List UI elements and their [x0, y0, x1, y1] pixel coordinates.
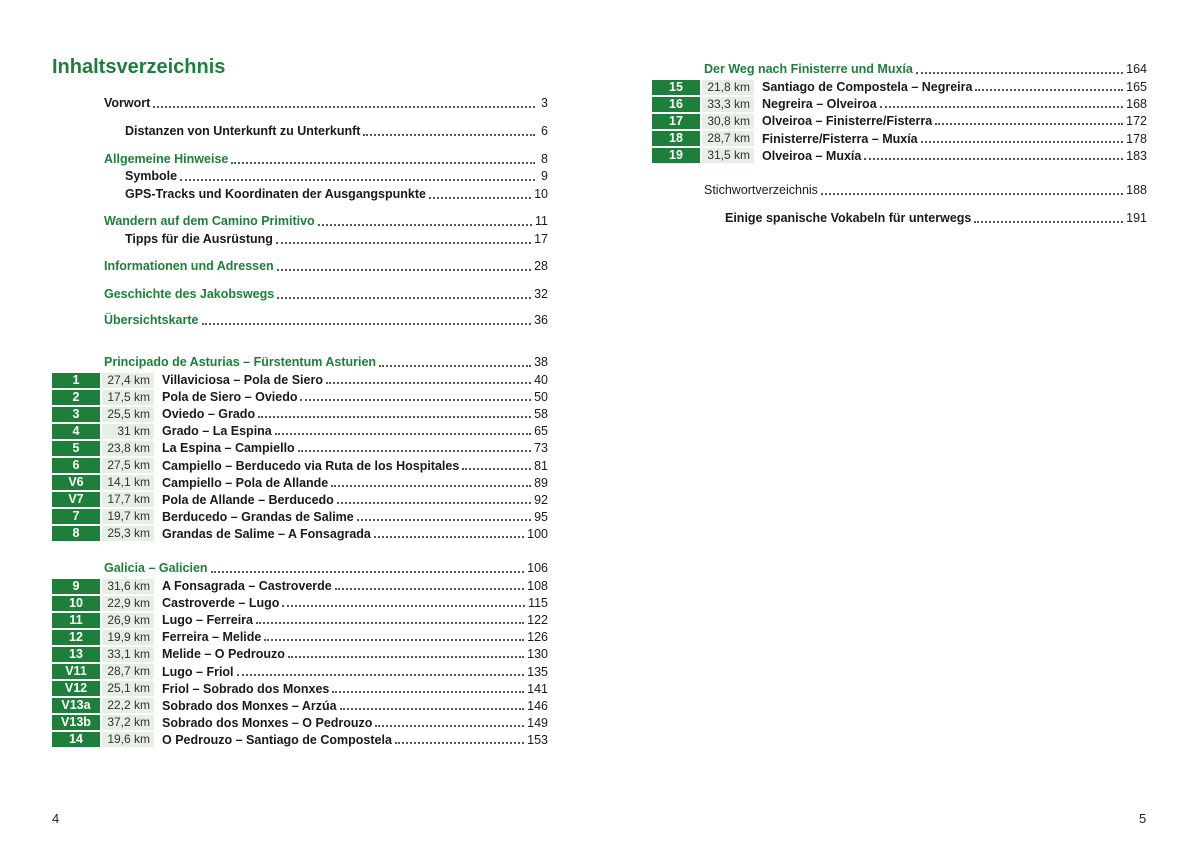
- stage-distance: 14,1 km: [102, 475, 154, 490]
- stage-entry: [52, 509, 548, 525]
- stage-entry: [652, 96, 1147, 112]
- dot-leader: [340, 708, 525, 710]
- toc-entry-page: 9: [541, 169, 548, 183]
- toc-entry: [725, 210, 1147, 227]
- stage-entry: [52, 664, 548, 680]
- stage-route: La Espina – Campiello: [162, 441, 295, 456]
- stage-entry: [52, 732, 548, 748]
- dot-leader: [256, 622, 524, 624]
- toc-entry: [104, 560, 548, 577]
- stage-entry: [52, 458, 548, 474]
- stage-route: Olveiroa – Muxía: [762, 148, 862, 163]
- stage-entry: [52, 612, 548, 628]
- stage-page: 95: [534, 509, 548, 524]
- dot-leader: [880, 106, 1123, 108]
- dot-leader: [357, 519, 531, 521]
- stage-page: 168: [1126, 97, 1147, 112]
- dot-leader: [363, 134, 535, 136]
- stage-distance: 21,8 km: [702, 80, 754, 95]
- dot-leader: [337, 502, 531, 504]
- dot-leader: [375, 725, 524, 727]
- stage-route: Sobrado dos Monxes – O Pedrouzo: [162, 715, 373, 730]
- stage-number-badge: 12: [52, 630, 100, 645]
- stage-entry: [652, 79, 1147, 95]
- stage-entry: [52, 698, 548, 714]
- stage-number-badge: 10: [52, 596, 100, 611]
- dot-leader: [331, 485, 531, 487]
- toc-entry-page: 164: [1126, 62, 1147, 76]
- toc-entry-label: Galicia – Galicien: [104, 561, 208, 575]
- stage-distance: 23,8 km: [102, 441, 154, 456]
- stage-page: 183: [1126, 148, 1147, 163]
- dot-leader: [231, 162, 535, 164]
- stage-entry: [652, 131, 1147, 147]
- stage-route: Grado – La Espina: [162, 424, 272, 439]
- dot-leader: [921, 141, 1124, 143]
- stage-number-badge: V13b: [52, 715, 100, 730]
- toc-entry: [125, 168, 548, 185]
- toc-entry-label: Vorwort: [104, 96, 151, 110]
- toc-entry-page: 38: [534, 355, 548, 369]
- stage-distance: 31,5 km: [702, 148, 754, 163]
- dot-leader: [298, 450, 531, 452]
- dot-leader: [821, 193, 1123, 195]
- stage-number-badge: 19: [652, 148, 700, 163]
- toc-entry-label: Wandern auf dem Camino Primitivo: [104, 214, 315, 228]
- stage-distance: 31,6 km: [102, 579, 154, 594]
- dot-leader: [277, 269, 531, 271]
- page-title: Inhaltsverzeichnis: [52, 56, 226, 78]
- stage-page: 135: [527, 664, 548, 679]
- dot-leader: [288, 656, 524, 658]
- stage-number-badge: 9: [52, 579, 100, 594]
- stage-distance: 19,7 km: [102, 509, 154, 524]
- stage-number-badge: V12: [52, 681, 100, 696]
- dot-leader: [462, 468, 531, 470]
- stage-route: Santiago de Compostela – Negreira: [762, 80, 973, 94]
- stage-entry: [52, 372, 548, 388]
- dot-leader: [264, 639, 524, 641]
- toc-entry-page: 191: [1126, 211, 1147, 225]
- stage-entry: [52, 715, 548, 731]
- stage-number-badge: 2: [52, 390, 100, 405]
- toc-entry: [104, 95, 548, 112]
- stage-page: 126: [527, 630, 548, 645]
- stage-distance: 28,7 km: [702, 131, 754, 146]
- stage-entry: [52, 406, 548, 422]
- stage-page: 153: [527, 732, 548, 747]
- stage-distance: 28,7 km: [102, 664, 154, 679]
- stage-page: 115: [528, 596, 548, 611]
- stage-route: Lugo – Friol: [162, 664, 234, 679]
- stage-entry: [652, 113, 1147, 129]
- toc-entry-page: 106: [527, 561, 548, 575]
- stage-number-badge: 16: [652, 97, 700, 112]
- toc-entry: [704, 61, 1147, 78]
- stage-number-badge: 7: [52, 509, 100, 524]
- stage-route: Pola de Allande – Berducedo: [162, 492, 334, 507]
- stage-entry: [52, 389, 548, 405]
- stage-number-badge: 15: [652, 80, 700, 95]
- stage-route: Finisterre/Fisterra – Muxía: [762, 131, 918, 146]
- dot-leader: [300, 399, 531, 401]
- stage-entry: [52, 440, 548, 456]
- page-number-right: 5: [1139, 811, 1147, 826]
- stage-distance: 27,5 km: [102, 458, 154, 473]
- dot-leader: [211, 571, 525, 573]
- dot-leader: [277, 297, 531, 299]
- dot-leader: [202, 323, 532, 325]
- dot-leader: [153, 106, 535, 108]
- stage-entry: [52, 629, 548, 645]
- stage-route: Olveiroa – Finisterre/Fisterra: [762, 114, 933, 129]
- stage-route: Berducedo – Grandas de Salime: [162, 509, 354, 524]
- stage-route: Campiello – Berducedo via Ruta de los Hospitales: [162, 458, 460, 473]
- stage-route: Lugo – Ferreira: [162, 613, 253, 628]
- toc-entry: [104, 258, 548, 275]
- stage-route: Friol – Sobrado dos Monxes: [162, 681, 330, 696]
- stage-route: Sobrado dos Monxes – Arzúa: [162, 698, 337, 713]
- stage-distance: 19,9 km: [102, 630, 154, 645]
- stage-page: 130: [527, 647, 548, 662]
- dot-leader: [326, 382, 531, 384]
- dot-leader: [282, 605, 525, 607]
- stage-page: 165: [1126, 80, 1147, 94]
- stage-number-badge: 6: [52, 458, 100, 473]
- stage-distance: 19,6 km: [102, 732, 154, 747]
- stage-page: 108: [527, 579, 548, 593]
- stage-page: 141: [527, 681, 548, 696]
- toc-entry-label: Einige spanische Vokabeln für unterwegs: [725, 211, 972, 225]
- toc-entry-label: Geschichte des Jakobswegs: [104, 287, 275, 301]
- toc-entry: [125, 186, 548, 203]
- toc-entry: [104, 213, 548, 230]
- stage-number-badge: 14: [52, 732, 100, 747]
- dot-leader: [237, 674, 525, 676]
- toc-entry-page: 3: [541, 96, 548, 110]
- toc-entry: [104, 354, 548, 371]
- toc-entry-page: 36: [534, 313, 548, 327]
- stage-page: 89: [534, 475, 548, 490]
- toc-entry-label: Allgemeine Hinweise: [104, 152, 229, 166]
- stage-route: Oviedo – Grado: [162, 407, 256, 422]
- stage-entry: [52, 595, 548, 611]
- stage-page: 178: [1126, 131, 1147, 146]
- dot-leader: [335, 588, 524, 590]
- toc-entry-label: Symbole: [125, 169, 178, 183]
- stage-distance: 33,3 km: [702, 97, 754, 112]
- toc-entry-label: Der Weg nach Finisterre und Muxía: [704, 62, 913, 76]
- stage-route: Grandas de Salime – A Fonsagrada: [162, 526, 371, 541]
- stage-page: 65: [534, 424, 548, 439]
- stage-distance: 37,2 km: [102, 715, 154, 730]
- toc-entry-label: Distanzen von Unterkunft zu Unterkunft: [125, 124, 361, 138]
- toc-entry-page: 188: [1126, 183, 1147, 197]
- stage-entry: [652, 148, 1147, 164]
- stage-page: 100: [527, 526, 548, 541]
- toc-entry-label: Informationen und Adressen: [104, 259, 274, 273]
- page-number-left: 4: [52, 811, 60, 826]
- stage-number-badge: 1: [52, 373, 100, 388]
- stage-number-badge: V6: [52, 475, 100, 490]
- dot-leader: [974, 221, 1123, 223]
- stage-route: A Fonsagrada – Castroverde: [162, 579, 332, 593]
- toc-entry: [104, 151, 548, 168]
- dot-leader: [332, 691, 524, 693]
- stage-route: Pola de Siero – Oviedo: [162, 390, 298, 405]
- stage-entry: [52, 423, 548, 439]
- toc-entry: [125, 123, 548, 140]
- stage-route: Ferreira – Melide: [162, 630, 262, 645]
- stage-entry: [52, 578, 548, 594]
- toc-entry-label: Übersichtskarte: [104, 313, 199, 327]
- dot-leader: [276, 242, 531, 244]
- stage-page: 58: [534, 407, 548, 422]
- stage-number-badge: 11: [52, 613, 100, 628]
- stage-number-badge: 8: [52, 526, 100, 541]
- stage-entry: [52, 492, 548, 508]
- stage-distance: 25,3 km: [102, 526, 154, 541]
- stage-distance: 22,2 km: [102, 698, 154, 713]
- stage-route: Castroverde – Lugo: [162, 596, 280, 611]
- stage-page: 73: [534, 441, 548, 456]
- toc-entry: [104, 312, 548, 329]
- stage-page: 81: [534, 458, 548, 473]
- toc-entry-page: 11: [535, 214, 548, 228]
- dot-leader: [975, 89, 1123, 91]
- toc-entry-page: 6: [541, 124, 548, 138]
- stage-number-badge: V11: [52, 664, 100, 679]
- dot-leader: [429, 197, 531, 199]
- dot-leader: [258, 416, 531, 418]
- stage-number-badge: 3: [52, 407, 100, 422]
- toc-entry-label: GPS-Tracks und Koordinaten der Ausgangspunkte: [125, 187, 426, 201]
- stage-distance: 30,8 km: [702, 114, 754, 129]
- stage-entry: [52, 646, 548, 662]
- stage-entry: [52, 681, 548, 697]
- toc-entry-label: Stichwortverzeichnis: [704, 183, 818, 197]
- toc-entry-page: 17: [534, 232, 548, 246]
- dot-leader: [374, 536, 524, 538]
- dot-leader: [180, 179, 535, 181]
- stage-distance: 17,5 km: [102, 390, 154, 405]
- toc-entry: [104, 286, 548, 303]
- stage-page: 172: [1126, 114, 1147, 129]
- stage-route: Campiello – Pola de Allande: [162, 475, 329, 490]
- stage-distance: 17,7 km: [102, 492, 154, 507]
- dot-leader: [275, 433, 531, 435]
- stage-number-badge: 18: [652, 131, 700, 146]
- stage-page: 40: [534, 373, 548, 387]
- dot-leader: [864, 158, 1123, 160]
- stage-route: O Pedrouzo – Santiago de Compostela: [162, 732, 392, 747]
- toc-entry-label: Principado de Asturias – Fürstentum Asturien: [104, 355, 377, 369]
- dot-leader: [916, 72, 1123, 74]
- stage-page: 122: [527, 613, 548, 628]
- stage-entry: [52, 475, 548, 491]
- toc-entry: [704, 182, 1147, 199]
- dot-leader: [935, 123, 1123, 125]
- stage-number-badge: V13a: [52, 698, 100, 713]
- stage-distance: 22,9 km: [102, 596, 154, 611]
- stage-distance: 33,1 km: [102, 647, 154, 662]
- stage-number-badge: 4: [52, 424, 100, 439]
- toc-entry-page: 10: [534, 187, 548, 201]
- dot-leader: [318, 224, 532, 226]
- toc-entry-label: Tipps für die Ausrüstung: [125, 232, 273, 246]
- dot-leader: [395, 742, 524, 744]
- stage-distance: 27,4 km: [102, 373, 154, 388]
- toc-entry-page: 28: [534, 259, 548, 273]
- toc-entry: [125, 231, 548, 248]
- stage-entry: [52, 526, 548, 542]
- stage-route: Melide – O Pedrouzo: [162, 647, 285, 662]
- stage-number-badge: 13: [52, 647, 100, 662]
- dot-leader: [379, 365, 531, 367]
- stage-page: 149: [527, 715, 548, 730]
- stage-distance: 25,5 km: [102, 407, 154, 422]
- toc-entry-page: 8: [541, 152, 548, 166]
- stage-page: 92: [534, 492, 548, 507]
- stage-page: 50: [534, 390, 548, 405]
- stage-page: 146: [527, 698, 548, 713]
- stage-distance: 25,1 km: [102, 681, 154, 696]
- stage-number-badge: V7: [52, 492, 100, 507]
- stage-distance: 31 km: [102, 424, 154, 439]
- stage-distance: 26,9 km: [102, 613, 154, 628]
- stage-route: Negreira – Olveiroa: [762, 97, 877, 112]
- stage-number-badge: 17: [652, 114, 700, 129]
- stage-number-badge: 5: [52, 441, 100, 456]
- toc-entry-page: 32: [534, 287, 548, 301]
- stage-route: Villaviciosa – Pola de Siero: [162, 373, 323, 387]
